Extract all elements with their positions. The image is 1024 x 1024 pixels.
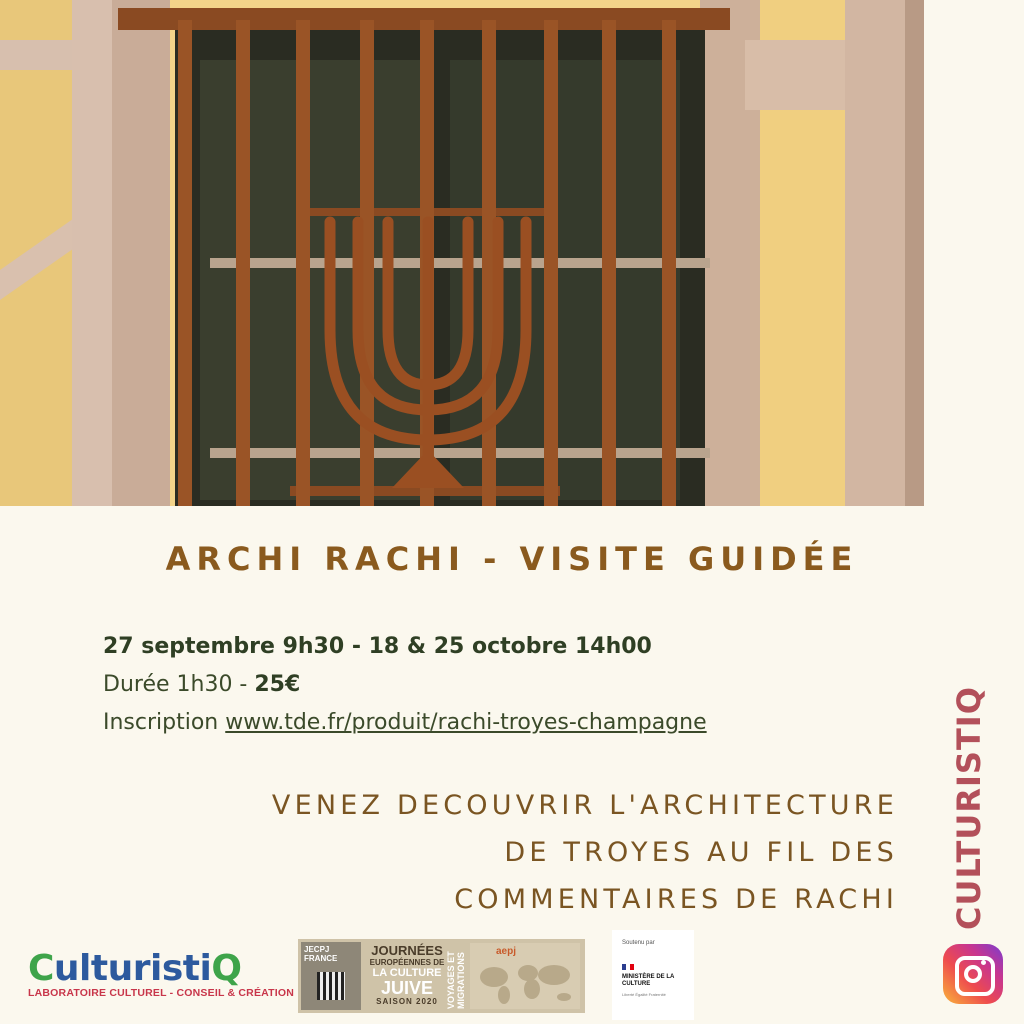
brand-vertical: CULTURISTIQ bbox=[950, 686, 988, 930]
event-dates: 27 septembre 9h30 - 18 & 25 octobre 14h00 bbox=[103, 634, 652, 659]
event-duration bbox=[103, 666, 707, 704]
journees-c: LA CULTURE bbox=[372, 967, 442, 979]
page-title: ARCHI RACHI - VISITE GUIDÉE bbox=[165, 540, 859, 578]
journees-logo bbox=[366, 943, 448, 1006]
partner-banner bbox=[298, 939, 585, 1013]
culturistiq-logo[interactable] bbox=[28, 948, 294, 999]
world-map-icon bbox=[470, 943, 580, 1009]
jecpj-label: JECPJ FRANCE bbox=[304, 945, 338, 963]
journees-d: JUIVE bbox=[380, 978, 434, 998]
instagram-dot bbox=[981, 960, 986, 965]
description-line: DE TROYES AU FIL DES bbox=[504, 837, 898, 868]
event-price: 25€ bbox=[254, 672, 301, 697]
logo-q: Q bbox=[211, 948, 242, 989]
jecpj-logo bbox=[301, 942, 361, 1010]
journees-a: JOURNÉES bbox=[371, 943, 443, 958]
instagram-lens bbox=[964, 965, 982, 983]
hero-photo bbox=[0, 0, 924, 506]
qr-code-icon bbox=[317, 972, 345, 1000]
event-info bbox=[103, 628, 707, 742]
ministere-devise: Liberté Égalité Fraternité bbox=[622, 992, 666, 997]
french-flag-icon bbox=[622, 964, 634, 970]
description-line: VENEZ DECOUVRIR L'ARCHITECTURE bbox=[271, 790, 898, 821]
inscription-label: Inscription bbox=[103, 710, 226, 735]
logo-c: C bbox=[28, 948, 54, 989]
aepj-label: aepj bbox=[496, 946, 517, 957]
instagram-icon[interactable] bbox=[943, 944, 1003, 1004]
logo-name bbox=[28, 948, 294, 989]
logo-tagline: LABORATOIRE CULTUREL - CONSEIL & CRÉATION bbox=[28, 987, 295, 999]
duration-label: Durée 1h30 - bbox=[103, 672, 255, 697]
inscription-link[interactable]: www.tde.fr/produit/rachi-troyes-champagne bbox=[225, 710, 707, 735]
description-line: COMMENTAIRES DE RACHI bbox=[454, 884, 898, 915]
logo-mid: ulturisti bbox=[53, 948, 212, 989]
journees-e: SAISON 2020 bbox=[376, 997, 438, 1006]
journees-b: EUROPÉENNES DE bbox=[369, 958, 445, 967]
ministere-name: MINISTÈRE DE LA CULTURE bbox=[622, 974, 675, 987]
ministere-logo bbox=[612, 930, 694, 1020]
voyages-label: VOYAGES ET MIGRATIONS bbox=[446, 951, 466, 1009]
ministere-soutenu: Soutenu par bbox=[622, 940, 655, 946]
event-inscription bbox=[103, 704, 707, 742]
event-description bbox=[272, 782, 898, 923]
